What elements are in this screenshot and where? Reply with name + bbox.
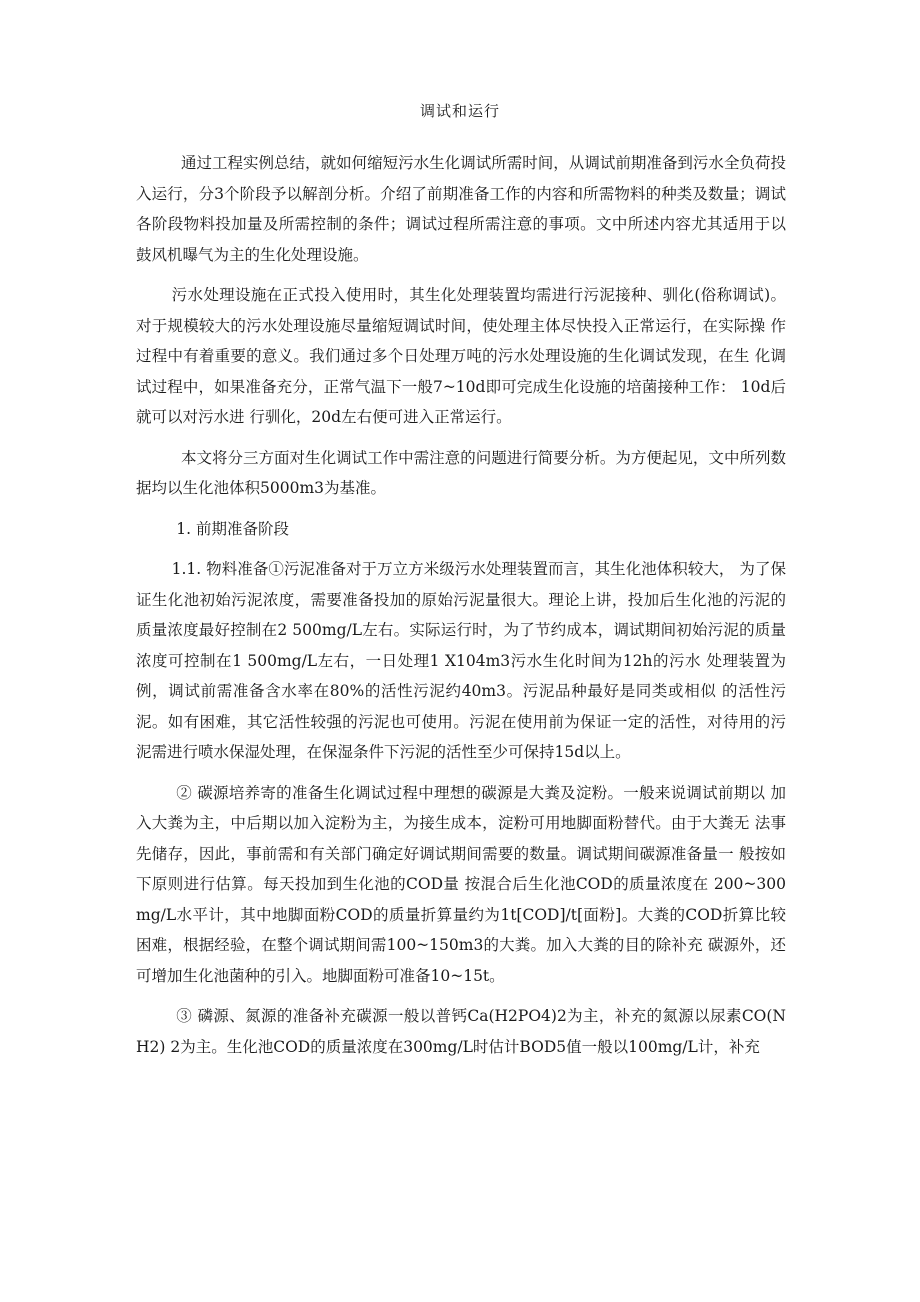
- document-body: [136, 148, 786, 1062]
- paragraph-carbon-source: ② 碳源培养寄的准备生化调试过程中理想的碳源是大粪及淀粉。一般来说调试前期以 加入大粪为主，中后期以加入淀粉为主，为接生成本，淀粉可用地脚面粉替代。由于大粪无 法事先储存，因此，事前需和有关部门确定好调试期间需要的数量。调试期间碳源准备量一 般按如下原则进行估算。每天投加到生化池的COD量 按混合后生化池COD的质量浓度在 200~300mg/L水平计，其中地脚面粉COD的质量折算量约为1t[COD]/t[面粉]。大粪的COD折算比较困难，根据经验，在整个调试期间需100~150m3的大粪。加入大粪的目的除补充 碳源外，还可增加生化池菌种的引入。地脚面粉可准备10~15t。: [136, 783, 786, 985]
- paragraph-sludge-preparation: 1.1. 物料准备①污泥准备对于万立方米级污水处理装置而言，其生化池体积较大， 为了保证生化池初始污泥浓度，需要准备投加的原始污泥量很大。理论上讲，投加后生化池的污泥的质量浓度最好控制在2 500mg/L左右。实际运行时，为了节约成本，调试期间初始污泥的质量浓度可控制在1 500mg/L左右，一日处理1 X104m3污水生化时间为12h的污水 处理装置为例，调试前需准备含水率在80%的活性污泥约40m3。污泥品种最好是同类或相似 的活性污泥。如有困难，其它活性较强的污泥也可使用。污泥在使用前为保证一定的活性，对待用的污泥需进行喷水保湿处理，在保湿条件下污泥的活性至少可保持15d以上。: [136, 560, 786, 761]
- paragraph-phosphorus-nitrogen: ③ 磷源、氮源的准备补充碳源一般以普钙Ca(H2PO4)2为主，补充的氮源以尿素CO(NH2) 2为主。生化池COD的质量浓度在300mg/L时估计BOD5值一般以100mg/L计，补充: [136, 1007, 786, 1056]
- paragraph-introduction: 污水处理设施在正式投入使用时，其生化处理装置均需进行污泥接种、驯化(俗称调试)。 对于规模较大的污水处理设施尽量缩短调试时间，使处理主体尽快投入正常运行，在实际操 作过程中有着重要的意义。我们通过多个日处理万吨的污水处理设施的生化调试发现，在生 化调试过程中，如果准备充分，正常气温下一般7~10d即可完成生化设施的培菌接种工作： 10d后就可以对污水进 行驯化，20d左右便可进入正常运行。: [136, 286, 786, 426]
- document-title: 调试和运行: [419, 102, 500, 120]
- section-heading-preparation: 1. 前期准备阶段: [176, 519, 290, 538]
- paragraph-scope: 本文将分三方面对生化调试工作中需注意的问题进行简要分析。为方便起见，文中所列数据均以生化池体积5000m3为基准。: [136, 448, 786, 497]
- paragraph-abstract: 通过工程实例总结，就如何缩短污水生化调试所需时间，从调试前期准备到污水全负荷投入运行，分3个阶段予以解剖分析。介绍了前期准备工作的内容和所需物料的种类及数量；调试各阶段物料投加量及所需控制的条件；调试过程所需注意的事项。文中所述内容尤其适用于以鼓风机曝气为主的生化处理设施。: [136, 154, 786, 264]
